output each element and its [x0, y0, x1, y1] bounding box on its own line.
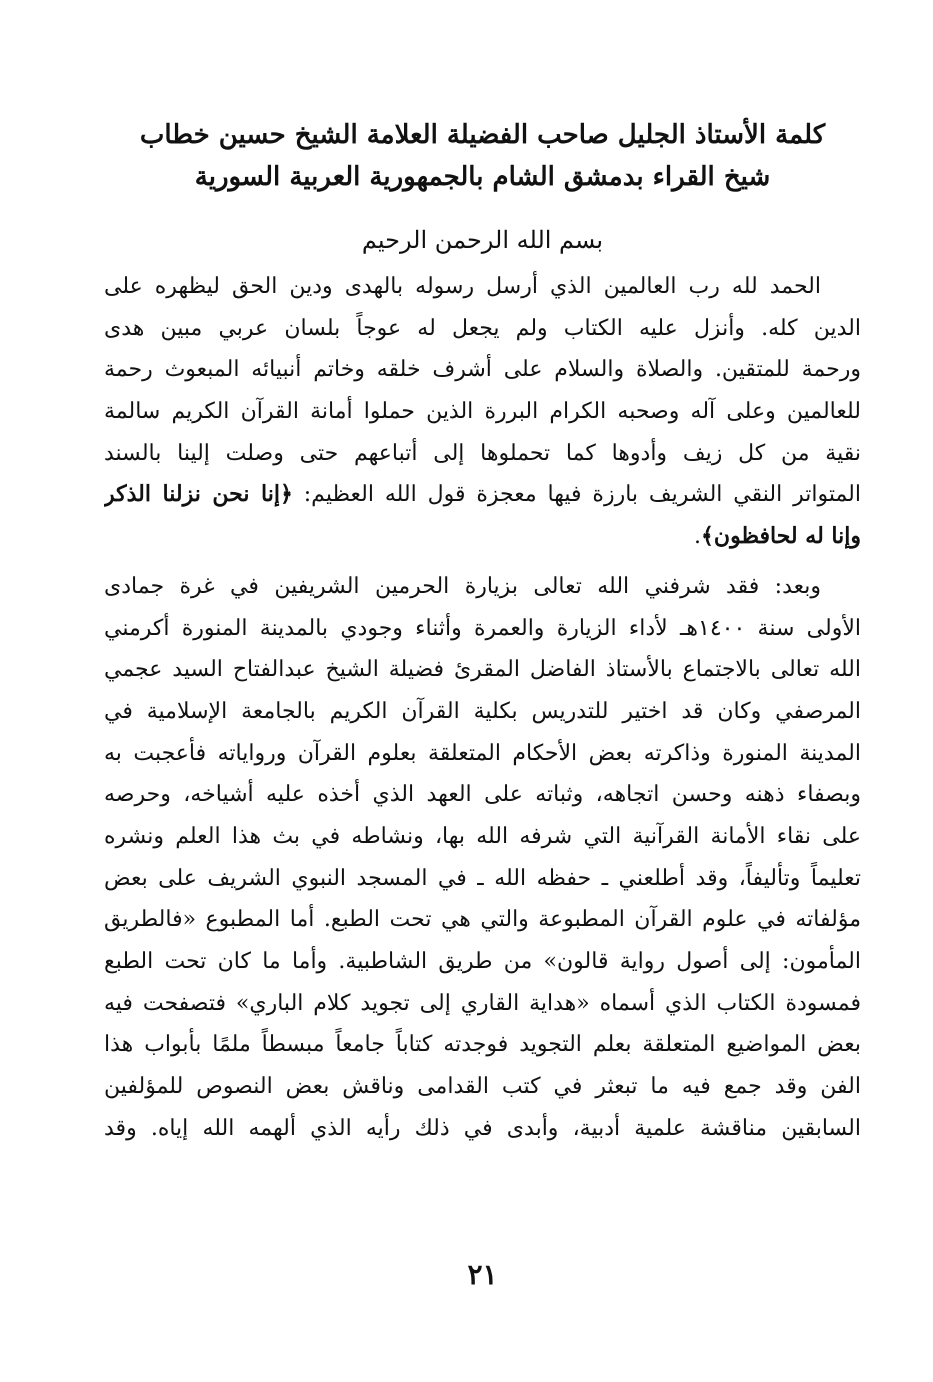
text-line: المدينة المنورة وذاكرته بعض الأحكام المتعلقة بعلوم القرآن ورواياته فأعجبت به	[104, 740, 861, 766]
text-line: للعالمين وعلى آله وصحبه الكرام البررة الذين حملوا أمانة القرآن الكريم سالمة	[104, 399, 861, 425]
text-fragment: المتواتر النقي الشريف بارزة فيها معجزة قول الله العظيم:	[303, 482, 861, 508]
text-line: فمسودة الكتاب الذي أسماه «هداية القاري إلى تجويد كلام الباري» فتصفحت فيه	[104, 990, 861, 1016]
text-line: وبعد: فقد شرفني الله تعالى بزيارة الحرمين الشريفين في غرة جمادى	[104, 573, 821, 599]
text-fragment: .	[694, 524, 702, 550]
basmala: بسم الله الرحمن الرحيم	[361, 226, 604, 254]
text-line: تعليماً وتأليفاً، وقد أطلعني ـ حفظه الله ـ في المسجد النبوي الشريف على بعض	[104, 865, 861, 891]
text-line: المأمون: إلى أصول رواية قالون» من طريق الشاطبية. وأما ما كان تحت الطبع	[104, 949, 861, 974]
title-line-2: شيخ القراء بدمشق الشام بالجمهورية العربية السورية	[194, 162, 771, 192]
quran-verse-end: وإنا له لحافظون﴾	[701, 523, 861, 550]
text-line: نقية من كل زيف وأدوها كما تحملوها إلى أتباعهم حتى وصلت إلينا بالسند	[104, 440, 861, 466]
quran-verse: ﴿إنا نحن نزلنا الذكر	[104, 481, 293, 508]
text-line: وبصفاء ذهنه وحسن اتجاهه، وثباته على العهد الذي أخذه عليه أشياخه، وحرصه	[104, 782, 861, 808]
page-number: ٢١	[467, 1258, 498, 1291]
page-title	[104, 114, 861, 198]
text-line: الفن وقد جمع فيه ما تبعثر في كتب القدامى وناقش بعض النصوص للمؤلفين	[104, 1074, 861, 1100]
text-line: الأولى سنة ١٤٠٠هـ لأداء الزيارة والعمرة وأثناء وجودي بالمدينة المنورة أكرمني	[104, 615, 861, 641]
text-line: على نقاء الأمانة القرآنية التي شرفه الله بها، ونشاطه في بث هذا العلم ونشره	[104, 823, 861, 849]
text-line	[104, 474, 861, 516]
text-line: الله تعالى بالاجتماع بالأستاذ الفاضل المقرئ فضيلة الشيخ عبدالفتاح السيد عجمي	[104, 657, 861, 683]
text-line: المرصفي وكان قد اختير للتدريس بكلية القرآن الكريم بالجامعة الإسلامية في	[104, 698, 861, 724]
text-line: ورحمة للمتقين. والصلاة والسلام على أشرف خلقه وخاتم أنبيائه المبعوث رحمة	[104, 357, 861, 383]
paragraph-1	[104, 266, 861, 558]
text-line: الدين كله. وأنزل عليه الكتاب ولم يجعل له عوجاً بلسان عربي مبين هدى	[104, 315, 861, 341]
title-line-1: كلمة الأستاذ الجليل صاحب الفضيلة العلامة الشيخ حسين خطاب	[139, 120, 826, 150]
text-line: مؤلفاته في علوم القرآن المطبوعة والتي هي تحت الطبع. أما المطبوع «فالطريق	[104, 907, 861, 933]
text-line: السابقين مناقشة علمية أدبية، وأبدى في ذلك رأيه الذي ألهمه الله إياه. وقد	[104, 1115, 861, 1141]
text-line: بعض المواضيع المتعلقة بعلم التجويد فوجدته كتاباً جامعاً مبسطاً ملمًا بأبواب هذا	[104, 1032, 861, 1058]
document-page	[104, 0, 861, 1382]
body-text	[104, 266, 861, 1149]
paragraph-2	[104, 566, 861, 1150]
text-line: الحمد لله رب العالمين الذي أرسل رسوله بالهدى ودين الحق ليظهره على	[104, 274, 821, 299]
text-line	[104, 516, 861, 558]
